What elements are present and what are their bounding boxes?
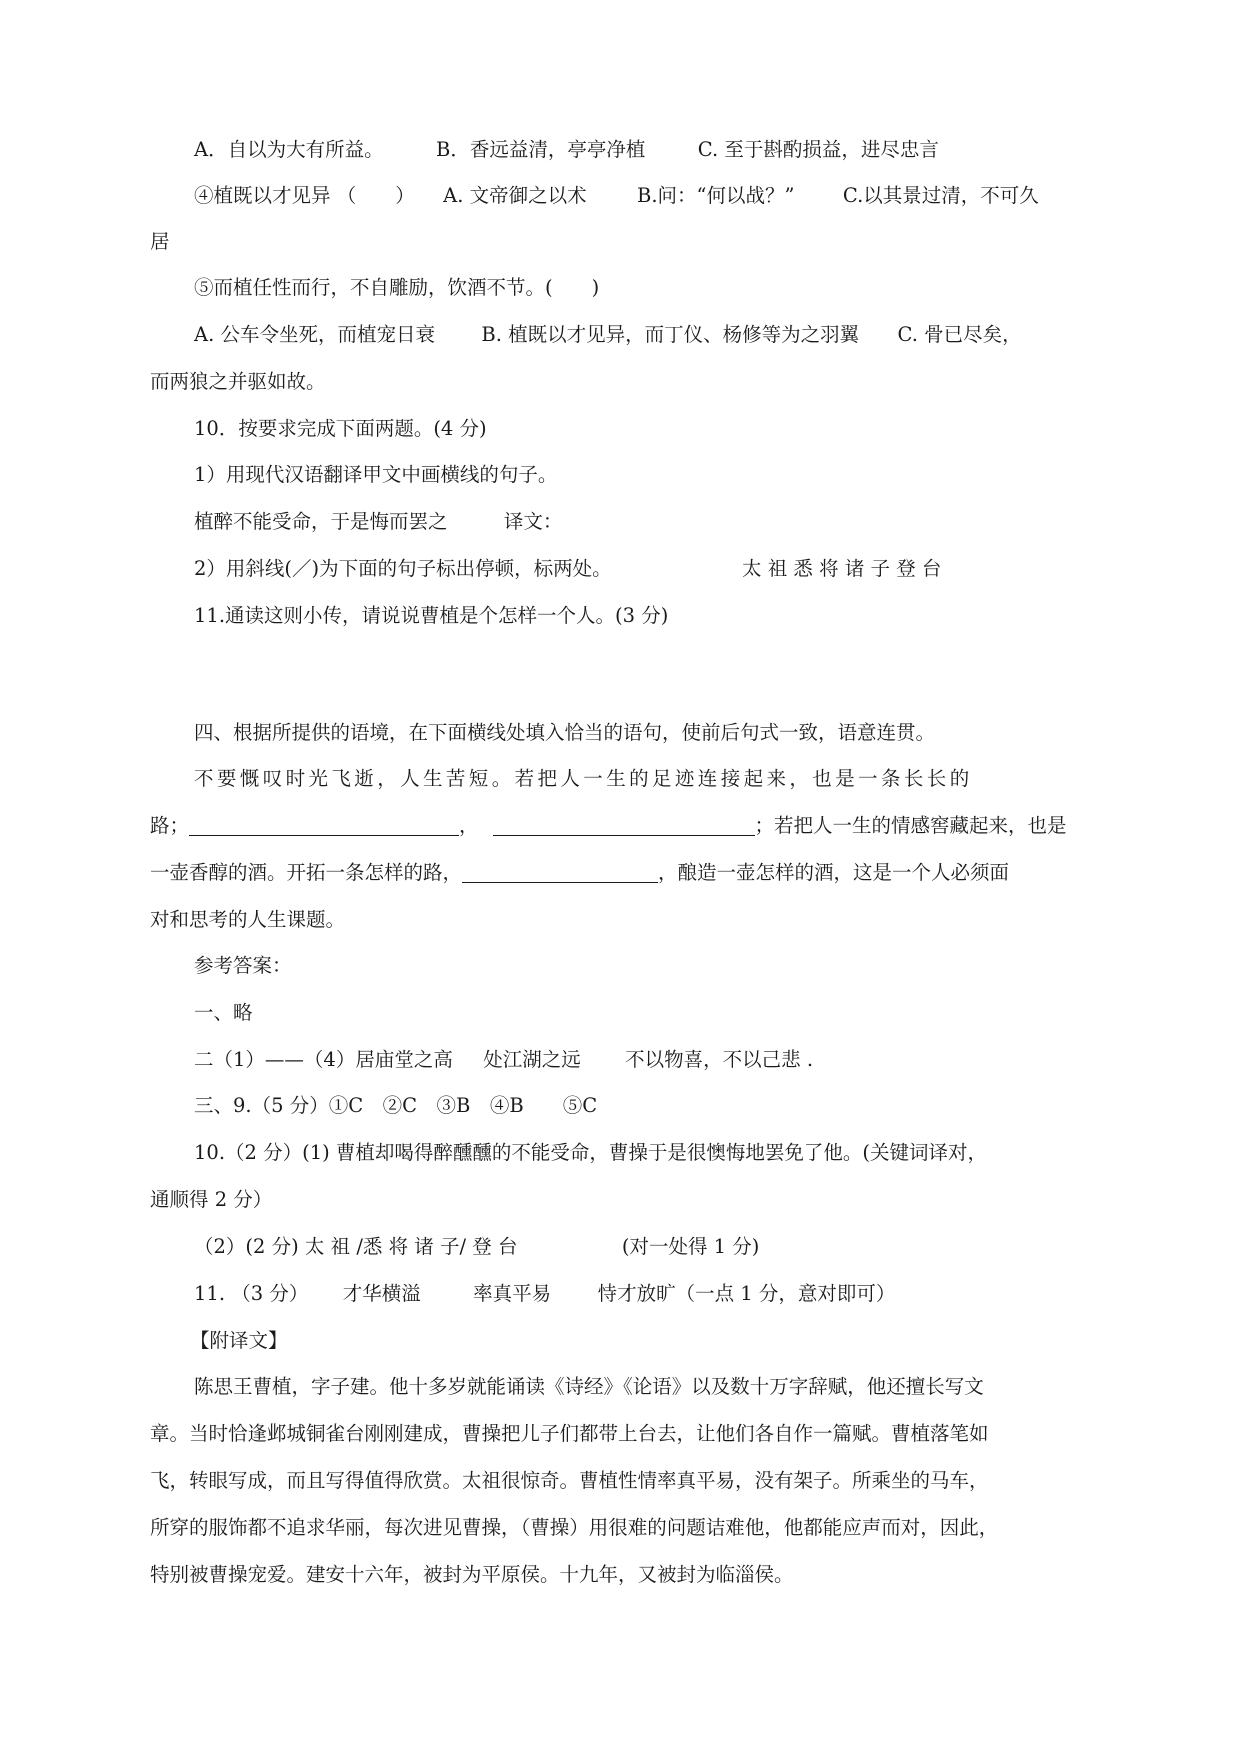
q9-4-line <box>194 183 1039 209</box>
q9-5-option-a: A. 公车令坐死，而植宠日衰 <box>194 323 435 346</box>
answer-11 <box>194 1281 895 1307</box>
q10-heading: 10．按要求完成下面两题。(4 分) <box>194 417 487 440</box>
answer-2 <box>194 1047 813 1073</box>
q9-3-option-a: A．自以为大有所益。 <box>194 138 384 161</box>
blank-3[interactable] <box>462 864 658 883</box>
answer-10-part1: 10.（2 分）(1) 曹植却喝得醉醺醺的不能受命，曹操于是很懊悔地罢免了他。(关键词译对， <box>194 1141 988 1164</box>
answer-1: 一、略 <box>194 1001 253 1024</box>
section4-line4: 对和思考的人生课题。 <box>150 908 346 931</box>
q9-5-option-b: B. 植既以才见异，而丁仪、杨修等为之羽翼 <box>481 323 860 346</box>
section4-text1: 不要慨叹时光飞逝，人生苦短。若把人一生的足迹连接起来，也是一条长长的 <box>194 767 973 790</box>
answer-11-label: 11. （3 分） <box>194 1282 309 1305</box>
section4-line2 <box>150 813 1067 839</box>
q9-5-option-c: C. 骨已尽矣， <box>897 323 1022 346</box>
q10-part2 <box>194 556 941 582</box>
q9-3-options <box>194 137 939 163</box>
q10-part2-prompt: 2）用斜线(／)为下面的句子标出停顿，标两处。 <box>194 557 612 580</box>
q10-part2-sentence: 太 祖 悉 将 诸 子 登 台 <box>742 557 942 580</box>
q11-heading: 11.通读这则小传，请说说曹植是个怎样一个人。(3 分) <box>194 604 669 627</box>
answer-10-part2-score: (对一处得 1 分) <box>621 1235 760 1258</box>
q9-4-continuation: 居 <box>150 230 170 253</box>
answer-10-continuation: 通顺得 2 分） <box>150 1188 273 1211</box>
q9-4-option-a: A. 文帝御之以术 <box>443 184 587 207</box>
appendix-line2: 章。当时恰逢邺城铜雀台刚刚建成，曹操把儿子们都带上台去，让他们各自作一篇赋。曹植落笔如 <box>150 1422 989 1445</box>
q9-3-option-c: C. 至于斟酌损益，进尽忠言 <box>697 138 939 161</box>
q9-5-stem: ⑤而植任性而行，不自雕励，饮酒不节。( ) <box>194 276 600 299</box>
answer-2-part2: 处江湖之远 <box>483 1048 581 1071</box>
answer-10-part2 <box>194 1234 759 1260</box>
answer-3-9: 三、9.（5 分）①C ②C ③B ④B ⑤C <box>194 1094 598 1117</box>
appendix-line5: 特别被曹操宠爱。建安十六年，被封为平原侯。十九年，又被封为临淄侯。 <box>150 1563 794 1586</box>
appendix-line3: 飞，转眼写成，而且写得值得欣赏。太祖很惊奇。曹植性情率真平易，没有架子。所乘坐的马车， <box>150 1469 989 1492</box>
answer-11-trait2: 率真平易 <box>473 1282 552 1305</box>
appendix-line1: 陈思王曹植，字子建。他十多岁就能诵读《诗经》《论语》以及数十万字辞赋，他还擅长写文 <box>194 1375 984 1398</box>
section4-line1 <box>194 766 1094 792</box>
q10-translation-label: 译文： <box>503 510 563 533</box>
q9-5-options <box>194 322 1022 348</box>
answers-heading: 参考答案： <box>194 954 292 977</box>
section4-comma: ， <box>459 814 479 837</box>
q10-sentence: 植醉不能受命，于是悔而罢之 <box>194 510 448 533</box>
q10-part1-sentence <box>194 509 562 535</box>
appendix-line4: 所穿的服饰都不追求华丽，每次进见曹操，（曹操）用很难的问题诘难他，他都能应声而对，因此， <box>150 1516 999 1539</box>
answer-11-trait1: 才华横溢 <box>342 1282 421 1305</box>
q9-4-stem: ④植既以才见异 （ ） <box>194 184 415 207</box>
section4-heading: 四、根据所提供的语境，在下面横线处填入恰当的语句，使前后句式一致，语意连贯。 <box>194 721 936 744</box>
blank-1[interactable] <box>189 817 459 836</box>
q9-3-option-b: B．香远益清，亭亭净植 <box>436 138 646 161</box>
appendix-heading: 【附译文】 <box>190 1329 288 1352</box>
section4-line3 <box>150 860 1009 886</box>
blank-2[interactable] <box>493 817 755 836</box>
answer-2-part3: 不以物喜，不以己悲 . <box>625 1048 814 1071</box>
q10-part1: 1）用现代汉语翻译甲文中画横线的句子。 <box>194 463 558 486</box>
section4-text3: 一壶香醇的酒。开拓一条怎样的路， <box>150 861 463 884</box>
answer-11-trait3: 恃才放旷（一点 1 分，意对即可） <box>597 1282 896 1305</box>
q9-4-option-b: B.问：“何以战？” <box>637 184 795 207</box>
section4-road: 路； <box>150 814 190 837</box>
answer-2-part1: 二（1）——（4）居庙堂之高 <box>194 1048 453 1071</box>
answer-10-part2-text: （2）(2 分) 太 祖 /悉 将 诸 子/ 登 台 <box>194 1235 518 1258</box>
q9-4-option-c: C.以其景过清，不可久 <box>842 184 1039 207</box>
q9-5-continuation: 而两狼之并驱如故。 <box>150 370 326 393</box>
section4-text4: ，酿造一壶怎样的酒，这是一个人必须面 <box>658 861 1010 884</box>
section4-text2: ；若把人一生的情感窖藏起来，也是 <box>754 814 1067 837</box>
